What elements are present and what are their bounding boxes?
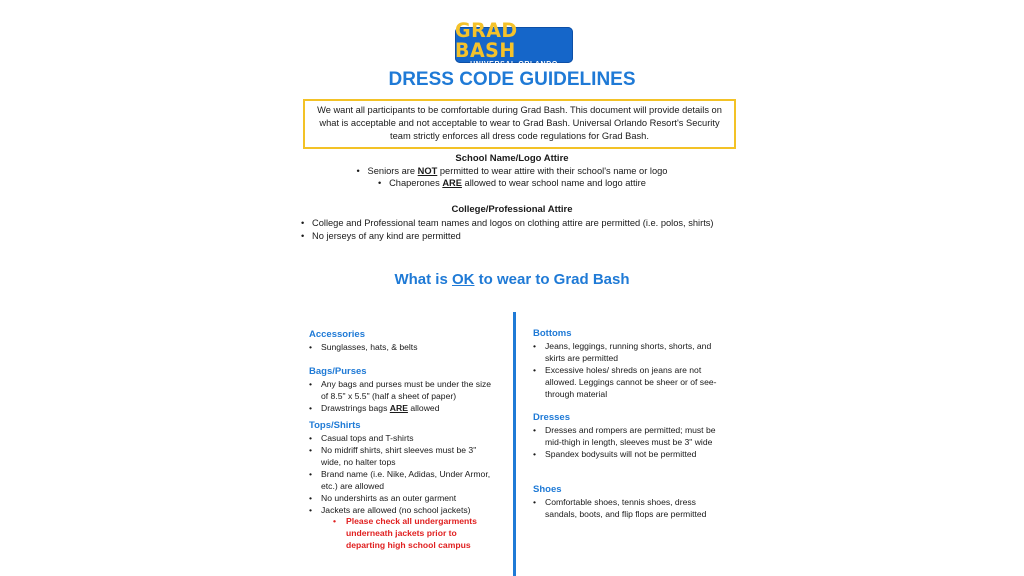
- tops-list: [308, 432, 492, 516]
- list-item: • Comfortable shoes, tennis shoes, dress sandals, boots, and flip flops are permitted: [532, 496, 727, 520]
- line2-post: allowed to wear school name and logo attire: [461, 178, 646, 188]
- school-logo-line-1: [0, 166, 1024, 176]
- line1-pre: Seniors are: [367, 166, 418, 176]
- list-item: • No undershirts as an outer garment: [308, 492, 492, 504]
- dresses-list: [532, 424, 722, 460]
- ok-heading-ok: OK: [451, 271, 475, 288]
- list-item: • Spandex bodysuits will not be permitted: [532, 448, 722, 460]
- shoes-list: [532, 496, 727, 520]
- school-logo-heading: School Name/Logo Attire: [455, 153, 569, 164]
- intro-box: We want all participants to be comfortable during Grad Bash. This document will provide details on what is acceptable and not acceptable to wear to Grad Bash. Universal Orlando Resort's Security team strictly enforces all dress code regulations for Grad Bash.: [303, 99, 736, 149]
- bottoms-list: [532, 340, 722, 400]
- accessories-list: [308, 341, 498, 353]
- logo-main-text: GRAD BASH: [455, 18, 518, 62]
- bullet: •: [378, 178, 390, 188]
- ok-heading-pre: What is: [394, 271, 452, 288]
- list-item: • Any bags and purses must be under the size of 8.5" x 5.5" (half a sheet of paper): [308, 378, 498, 402]
- line2-em: ARE: [442, 178, 462, 188]
- line1-em: NOT: [417, 166, 438, 176]
- list-item: • No jerseys of any kind are permitted: [300, 230, 720, 243]
- list-item: • College and Professional team names and logos on clothing attire are permitted (i.e. polos, shirts): [300, 217, 720, 230]
- list-item: • Brand name (i.e. Nike, Adidas, Under Armor, etc.) are allowed: [308, 468, 492, 492]
- list-item: • Sunglasses, hats, & belts: [308, 341, 498, 353]
- ok-heading: [0, 271, 1024, 288]
- bags-item2-em: ARE: [389, 403, 408, 413]
- list-item: • Dresses and rompers are permitted; must be mid-thigh in length, sleeves must be 3" wide: [532, 424, 722, 448]
- column-divider: [513, 312, 516, 576]
- bags-heading: Bags/Purses: [309, 366, 367, 377]
- list-item: • No midriff shirts, shirt sleeves must be 3" wide, no halter tops: [308, 444, 492, 468]
- list-item: [308, 402, 498, 414]
- page-title: DRESS CODE GUIDELINES: [388, 69, 636, 90]
- school-logo-line-2: [0, 178, 1024, 188]
- college-heading: College/Professional Attire: [451, 204, 573, 215]
- bags-list: [308, 378, 498, 414]
- ok-heading-post: to wear to Grad Bash: [474, 271, 630, 288]
- accessories-heading: Accessories: [309, 329, 365, 340]
- college-list: [300, 217, 720, 242]
- list-item: • Jackets are allowed (no school jackets): [308, 504, 492, 516]
- bottoms-heading: Bottoms: [533, 328, 572, 339]
- logo-sub-text: UNIVERSAL ORLANDO: [470, 60, 558, 68]
- bags-item2-pre: Drawstrings bags: [321, 403, 390, 413]
- undergarments-note: • Please check all undergarments underneath jackets prior to departing high school campus: [309, 515, 498, 551]
- dresses-heading: Dresses: [533, 412, 570, 423]
- list-item: • Jeans, leggings, running shorts, shorts, and skirts are permitted: [532, 340, 722, 364]
- grad-bash-logo: [455, 18, 573, 68]
- tops-heading: Tops/Shirts: [309, 420, 361, 431]
- shoes-heading: Shoes: [533, 484, 562, 495]
- list-item: • Excessive holes/ shreds on jeans are not allowed. Leggings cannot be sheer or of see-through material: [532, 364, 722, 400]
- bags-item2-post: allowed: [407, 403, 440, 413]
- bullet: •: [356, 166, 368, 176]
- line1-post: permitted to wear attire with their school's name or logo: [437, 166, 668, 176]
- list-item: • Casual tops and T-shirts: [308, 432, 492, 444]
- line2-pre: Chaperones: [389, 178, 443, 188]
